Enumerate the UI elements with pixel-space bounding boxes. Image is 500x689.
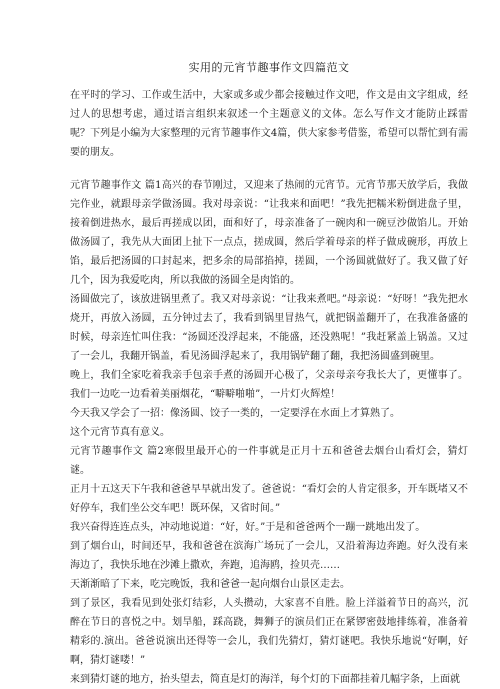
body-paragraph: 天渐渐暗了下来，吃完晚饭，我和爸爸一起向烟台山景区走去。 — [70, 579, 350, 590]
intro-paragraph: 在平时的学习、工作或生活中，大家或多或少都会接触过作文吧，作文是由文字组成，经过人的思想考虑，通过语言组织来叙述一个主题意义的文体。怎么写作文才能防止踩雷呢？下列是小编为大家整理的元宵节趣事作文4篇，供大家参考借鉴，希望可以帮忙到有需要的朋友。 — [70, 90, 468, 158]
body-paragraph: 到了烟台山，时间还早，我和爸爸在滨海广场玩了一会儿，又沿着海边奔跑。好久没有来海边了，我快乐地在沙滩上撒欢，奔跑，追海鸥，捡贝壳…… — [70, 541, 468, 571]
body-paragraph: 汤圆做完了，该放进锅里煮了。我又对母亲说：“让我来煮吧。”母亲说：“好呀！”我先把水烧开，再放入汤圆，五分钟过去了，我看到锅里冒热气，就把锅盖翻开了，在我准备盛的时候，母亲连忙叫住我：“汤圆还没浮起来，不能盛，还没熟呢！”我赶紧盖上锅盖。又过了一会儿，我翻开锅盖，看见汤圆浮起来了，我用锅铲翻了翻，我把汤圆盛到碗里。 — [70, 294, 468, 362]
paragraph-gap — [70, 162, 468, 176]
body-paragraph: 我兴奋得连连点头，冲动地说道：“好，好。”于是和爸爸两个一蹦一跳地出发了。 — [70, 522, 426, 533]
body-paragraph: 来到猜灯谜的地方，抬头望去，简直是灯的海洋，每个灯的下面都挂着几幅字条，上面就 — [70, 674, 460, 685]
body-paragraph: 这个元宵节真有意义。 — [70, 427, 170, 438]
body-paragraph: 正月十五这天下午我和爸爸早早就出发了。爸爸说：“看灯会的人肯定很多，开车既堵又不好停车，我们坐公交车吧！既环保，又省时间。” — [70, 484, 468, 514]
body-paragraph: 晚上，我们全家吃着我亲手包亲手煮的汤圆开心极了，父亲母亲夸我长大了，更懂事了。我们一边吃一边看着美丽烟花，“噼噼啪啪”，一片灯火辉煌！ — [70, 370, 468, 400]
document-title: 实用的元宵节趣事作文四篇范文 — [188, 61, 350, 74]
body-paragraph: 元宵节趣事作文 篇2寒假里最开心的一件事就是正月十五和爸爸去烟台山看灯会，猜灯谜。 — [70, 446, 468, 476]
body-paragraph: 元宵节趣事作文 篇1高兴的春节刚过，又迎来了热闹的元宵节。元宵节那天放学后，我做完作业，就跟母亲学做汤圆。我对母亲说：“让我来和面吧！”我先把糯米粉倒进盘子里，接着倒进热水，最后再搓成以团，面和好了，母亲准备了一碗肉和一碗豆沙做馅儿。开始做汤圆了，我先从大面团上扯下一点点，搓成圆，然后学着母亲的样子做成碗形，再放上馅，最后把汤圆的口封起来，把多余的局部掐掉，搓圆，一个汤圆就做好了。我又做了好几个，因为我爱吃肉，所以我做的汤圆全是肉馅的。 — [70, 180, 468, 286]
body-paragraph: 今天我又学会了一招：像汤圆、饺子一类的，一定要浮在水面上才算熟了。 — [70, 408, 400, 419]
body-paragraph: 到了景区，我看见到处张灯结彩，人头攒动，大家喜不自胜。脸上洋溢着节日的高兴，沉醉在节日的喜悦之中。划旱船，踩高跷，舞狮子的演员们正在紧锣密鼓地排练着，准备着精彩的.演出。爸爸说演出还得等一会儿，我们先猜灯，猜灯谜吧。我快乐地说“好啊，好啊，猜灯谜喽！” — [70, 598, 468, 666]
